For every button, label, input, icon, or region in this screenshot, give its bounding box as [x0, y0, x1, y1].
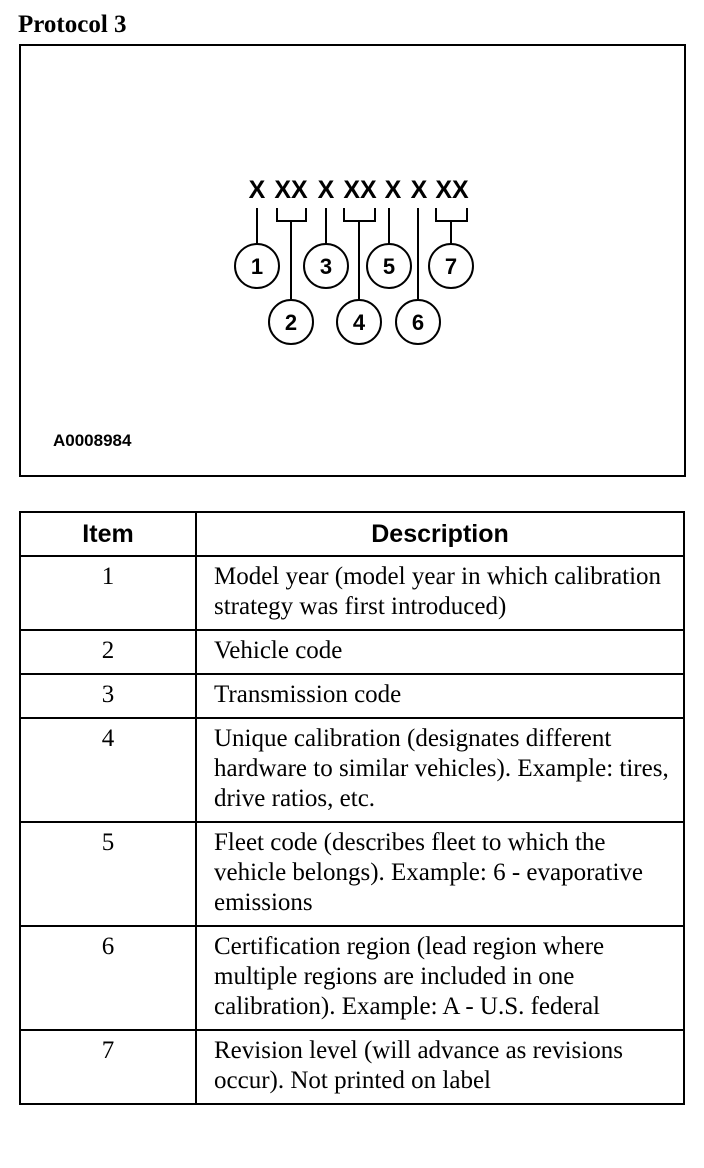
code-group-1: X: [248, 176, 266, 204]
leader-line-7: [436, 208, 467, 244]
leader-line-2: [277, 208, 306, 299]
table-row: [20, 926, 684, 1030]
item-description: Model year (model year in which calibration strategy was first introduced): [196, 556, 684, 630]
table-header-row: [20, 512, 684, 556]
table-row: [20, 674, 684, 718]
code-group-2: XX: [274, 176, 308, 204]
callout-label-4: 4: [352, 310, 366, 335]
item-number: 5: [20, 822, 196, 926]
protocol-diagram: [19, 44, 686, 477]
item-number: 7: [20, 1030, 196, 1104]
item-number: 1: [20, 556, 196, 630]
code-format-diagram: [21, 46, 684, 475]
code-group-4: XX: [343, 176, 377, 204]
item-description: Certification region (lead region where multiple regions are included in one calibration). Example: A - U.S. federal: [196, 926, 684, 1030]
item-description: Unique calibration (designates different hardware to similar vehicles). Example: tires, drive ratios, etc.: [196, 718, 684, 822]
callout-label-2: 2: [284, 310, 298, 335]
callout-label-6: 6: [411, 310, 425, 335]
item-number: 6: [20, 926, 196, 1030]
table-row: [20, 556, 684, 630]
table-row: [20, 822, 684, 926]
code-group-5: X: [384, 176, 402, 204]
table-row: [20, 630, 684, 674]
item-number: 2: [20, 630, 196, 674]
code-group-7: XX: [435, 176, 469, 204]
callout-label-5: 5: [382, 254, 396, 279]
code-group-3: X: [317, 176, 335, 204]
callout-label-7: 7: [444, 254, 458, 279]
table-row: [20, 1030, 684, 1104]
code-group-6: X: [410, 176, 428, 204]
item-description: Revision level (will advance as revisions occur). Not printed on label: [196, 1030, 684, 1104]
item-number: 4: [20, 718, 196, 822]
header-item: Item: [20, 512, 196, 556]
item-description: Vehicle code: [196, 630, 684, 674]
item-description-table: [19, 511, 685, 1105]
item-description: Fleet code (describes fleet to which the vehicle belongs). Example: 6 - evaporative emissions: [196, 822, 684, 926]
page-title: Protocol 3: [18, 11, 127, 38]
callout-label-1: 1: [250, 254, 264, 279]
callout-label-3: 3: [319, 254, 333, 279]
header-description: Description: [196, 512, 684, 556]
table-row: [20, 718, 684, 822]
item-number: 3: [20, 674, 196, 718]
item-description: Transmission code: [196, 674, 684, 718]
figure-id: A0008984: [53, 431, 132, 450]
